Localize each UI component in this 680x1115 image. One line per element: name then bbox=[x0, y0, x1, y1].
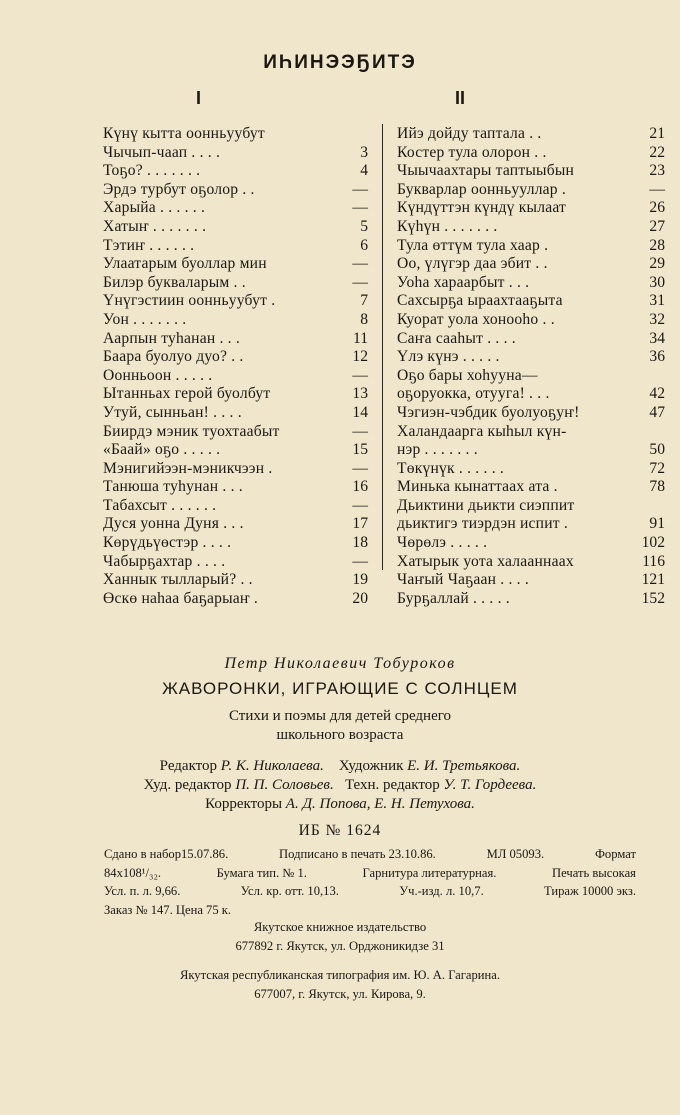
contents-entry bbox=[397, 330, 665, 349]
entry-title: Ханнык тылларый? . . bbox=[103, 571, 253, 589]
entry-page-number: 72 bbox=[649, 459, 665, 477]
entry-page-number: 17 bbox=[352, 515, 368, 533]
entry-title: Харыйа . . . . . . bbox=[103, 199, 206, 217]
production-item: Усл. кр. отт. 10,13. bbox=[240, 884, 339, 898]
contents-entry bbox=[103, 292, 368, 311]
entry-page-number: — bbox=[649, 180, 665, 198]
production-item: Усл. п. л. 9,66. bbox=[104, 884, 181, 898]
production-item: Уч.-изд. л. 10,7. bbox=[399, 884, 484, 898]
entry-title: Тула өттүм тула хаар . bbox=[397, 236, 549, 254]
publisher-name: Якутское книжное издательство bbox=[253, 920, 427, 934]
entry-title: Оҕо бары хоһууна— bbox=[397, 366, 538, 384]
contents-entry bbox=[103, 423, 368, 442]
contents-entry bbox=[103, 162, 368, 181]
production-item: МЛ 05093. bbox=[486, 847, 545, 861]
publisher-block bbox=[0, 918, 680, 1004]
production-details bbox=[104, 845, 636, 919]
entry-title: Костер тула олорон . . bbox=[397, 143, 547, 161]
entry-title: Танюша туһунан . . . bbox=[103, 478, 243, 496]
credit-label: Корректоры bbox=[205, 796, 283, 812]
contents-entry bbox=[103, 237, 368, 256]
entry-page-number: — bbox=[352, 366, 368, 384]
contents-entry bbox=[397, 441, 665, 460]
printer-address: 677007, г. Якутск, ул. Кирова, 9. bbox=[254, 987, 426, 1001]
entry-page-number bbox=[346, 125, 368, 144]
book-title: ЖАВОРОНКИ, ИГРАЮЩИЕ С СОЛНЦЕМ bbox=[162, 679, 518, 698]
entry-page-number: — bbox=[352, 552, 368, 570]
credits-line bbox=[0, 776, 680, 795]
entry-title: Халандаарга кыһыл күн- bbox=[397, 422, 567, 440]
entry-title: Биирдэ мэник туохтаабыт bbox=[103, 422, 280, 440]
entry-page-number: 31 bbox=[649, 292, 665, 310]
production-line bbox=[104, 864, 636, 883]
contents-entry bbox=[103, 330, 368, 349]
contents-entry bbox=[103, 385, 368, 404]
entry-page-number: 116 bbox=[642, 552, 665, 570]
production-line bbox=[104, 882, 636, 901]
contents-entry bbox=[397, 367, 665, 386]
entry-title: Оонньоон . . . . . bbox=[103, 366, 213, 384]
entry-title: Сахсырҕа ыраахтааҕыта bbox=[397, 292, 563, 310]
contents-entry bbox=[103, 460, 368, 479]
entry-page-number: 15 bbox=[352, 441, 368, 459]
ib-number: ИБ № 1624 bbox=[298, 822, 382, 839]
contents-entry bbox=[397, 311, 665, 330]
contents-heading: ИҺИНЭЭҔИТЭ bbox=[263, 52, 417, 73]
contents-entry bbox=[103, 441, 368, 460]
entry-page-number: 102 bbox=[641, 534, 665, 552]
entry-page-number: 16 bbox=[352, 478, 368, 496]
credit-label: Худ. редактор bbox=[143, 777, 232, 793]
entry-page-number: 5 bbox=[360, 217, 368, 235]
production-line: Заказ № 147. Цена 75 к. bbox=[104, 902, 232, 917]
contents-entry bbox=[103, 478, 368, 497]
contents-entry bbox=[103, 515, 368, 534]
entry-title: Табахсыт . . . . . . bbox=[103, 496, 217, 514]
entry-page-number: 13 bbox=[352, 385, 368, 403]
entry-title: Хатыҥ . . . . . . . bbox=[103, 217, 207, 235]
production-item: Подписано в печать 23.10.86. bbox=[279, 847, 436, 861]
entry-page-number: 121 bbox=[641, 571, 665, 589]
production-item: 84х108¹/₃₂. bbox=[104, 865, 161, 880]
subtitle-line: Стихи и поэмы для детей среднего bbox=[228, 708, 452, 724]
entry-page-number: — bbox=[352, 273, 368, 291]
entry-title: Үлэ күнэ . . . . . bbox=[397, 348, 500, 366]
entry-title: Үнүгэстиин оонньуубут . bbox=[103, 292, 276, 310]
entry-title: Аарпын туһанан . . . bbox=[103, 329, 240, 347]
entry-title: Куорат уола хонооһо . . bbox=[397, 310, 555, 328]
entry-page-number: 27 bbox=[649, 217, 665, 235]
entry-title: оҕоруокка, отууга! . . . bbox=[397, 385, 550, 403]
entry-title: Өскө наһаа баҕарыаҥ . bbox=[103, 589, 258, 607]
credit-name: П. П. Соловьев. bbox=[235, 777, 334, 793]
entry-page-number: — bbox=[352, 459, 368, 477]
credit-label: Редактор bbox=[159, 758, 218, 774]
entry-title: Төкүнүк . . . . . . bbox=[397, 459, 504, 477]
entry-title: Дьиктини дьикти сиэппит bbox=[397, 496, 575, 514]
contents-entry bbox=[103, 571, 368, 590]
entry-title: дьиктигэ тиэрдэн испит . bbox=[397, 515, 568, 533]
contents-column-1 bbox=[103, 125, 368, 608]
contents-column-2 bbox=[397, 125, 665, 608]
production-item: Формат bbox=[594, 847, 636, 861]
entry-title: Чаҥый Чаҕаан . . . . bbox=[397, 571, 529, 589]
contents-entry bbox=[397, 199, 665, 218]
contents-entry bbox=[397, 181, 665, 200]
contents-entry bbox=[397, 515, 665, 534]
section-numeral-1: I bbox=[196, 88, 202, 108]
book-subtitle bbox=[0, 707, 680, 745]
entry-page-number: 78 bbox=[649, 478, 665, 496]
contents-entry bbox=[103, 348, 368, 367]
contents-entry bbox=[397, 237, 665, 256]
contents-entry bbox=[103, 497, 368, 516]
contents-entry bbox=[397, 162, 665, 181]
entry-page-number: 4 bbox=[360, 162, 368, 180]
entry-title: Күһүн . . . . . . . bbox=[397, 217, 498, 235]
entry-page-number: 36 bbox=[649, 348, 665, 366]
entry-page-number: 12 bbox=[352, 348, 368, 366]
contents-entry bbox=[397, 144, 665, 163]
credits-line bbox=[0, 795, 680, 814]
entry-page-number bbox=[643, 423, 665, 442]
contents-entry bbox=[397, 423, 665, 442]
entry-title: Саҥа сааһыт . . . . bbox=[397, 329, 516, 347]
entry-page-number: 6 bbox=[360, 236, 368, 254]
contents-entry bbox=[103, 404, 368, 423]
entry-page-number: — bbox=[352, 199, 368, 217]
entry-page-number: 30 bbox=[649, 273, 665, 291]
entry-page-number: 91 bbox=[649, 515, 665, 533]
contents-entry bbox=[397, 255, 665, 274]
credits bbox=[0, 757, 680, 814]
entry-title: Эрдэ турбут оҕолор . . bbox=[103, 180, 255, 198]
entry-title: Чычып-чаап . . . . bbox=[103, 143, 221, 161]
entry-page-number: 29 bbox=[649, 255, 665, 273]
entry-title: Оо, үлүгэр даа эбит . . bbox=[397, 255, 548, 273]
contents-entry bbox=[397, 385, 665, 404]
entry-title: Чэгиэн-чэбдик буолуоҕуҥ! bbox=[397, 403, 580, 421]
entry-page-number: 152 bbox=[641, 589, 665, 607]
printer-name: Якутская республиканская типография им. Ю. А. Гагарина. bbox=[179, 968, 501, 982]
entry-title: Букварлар оонньууллар . bbox=[397, 180, 566, 198]
entry-title: Бурҕаллай . . . . . bbox=[397, 589, 510, 607]
entry-page-number: 34 bbox=[649, 329, 665, 347]
entry-page-number bbox=[643, 497, 665, 516]
entry-page-number: 23 bbox=[649, 162, 665, 180]
contents-entry bbox=[397, 292, 665, 311]
entry-page-number: 8 bbox=[360, 310, 368, 328]
contents-entry bbox=[103, 255, 368, 274]
entry-page-number: 22 bbox=[649, 143, 665, 161]
entry-page-number: — bbox=[352, 496, 368, 514]
entry-title: Дуся уонна Дуня . . . bbox=[103, 515, 244, 533]
contents-entry bbox=[397, 590, 665, 609]
entry-title: Ытанньах герой буолбут bbox=[103, 385, 271, 403]
entry-page-number bbox=[643, 367, 665, 386]
entry-title: Ийэ дойду таптала . . bbox=[397, 125, 542, 142]
entry-title: Мэнигийээн-мэникчээн . bbox=[103, 459, 273, 477]
entry-title: Чыычаахтары таптыыбын bbox=[397, 162, 575, 180]
entry-title: Утуй, сынньан! . . . . bbox=[103, 403, 242, 421]
contents-entry bbox=[397, 460, 665, 479]
entry-page-number: 20 bbox=[352, 589, 368, 607]
entry-page-number: 3 bbox=[360, 143, 368, 161]
entry-page-number: — bbox=[352, 255, 368, 273]
contents-entry bbox=[103, 367, 368, 386]
credit-label: Художник bbox=[338, 758, 404, 774]
entry-title: Көрүдьүөстэр . . . . bbox=[103, 534, 232, 552]
production-item: Сдано в набор15.07.86. bbox=[104, 847, 229, 861]
contents-entry bbox=[103, 218, 368, 237]
contents-entry bbox=[397, 218, 665, 237]
credit-name: У. Т. Гордеева. bbox=[443, 777, 537, 793]
credit-name: А. Д. Попова, Е. Н. Петухова. bbox=[285, 796, 475, 812]
contents-entry bbox=[103, 311, 368, 330]
entry-page-number: 11 bbox=[352, 329, 368, 347]
entry-page-number: 21 bbox=[649, 125, 665, 142]
production-line bbox=[104, 845, 636, 864]
contents-entry bbox=[397, 125, 665, 144]
credit-label: Техн. редактор bbox=[344, 777, 440, 793]
entry-title: Тэтиҥ . . . . . . bbox=[103, 236, 195, 254]
section-numeral-2: II bbox=[455, 88, 466, 108]
contents-entry bbox=[103, 590, 368, 609]
entry-title: нэр . . . . . . . bbox=[397, 441, 478, 459]
production-item: Бумага тип. № 1. bbox=[216, 865, 307, 880]
entry-title: Уоһа хараарбыт . . . bbox=[397, 273, 530, 291]
entry-title: Хатырык уота халааннаах bbox=[397, 552, 574, 570]
entry-page-number: 26 bbox=[649, 199, 665, 217]
contents-entry bbox=[103, 534, 368, 553]
entry-title: Минька кынаттаах ата . bbox=[397, 478, 558, 496]
contents-entry bbox=[103, 144, 368, 163]
entry-page-number: — bbox=[352, 180, 368, 198]
contents-entry bbox=[397, 497, 665, 516]
contents-entry bbox=[397, 571, 665, 590]
entry-page-number: 47 bbox=[649, 403, 665, 421]
entry-page-number: 19 bbox=[352, 571, 368, 589]
contents-entry bbox=[103, 181, 368, 200]
entry-title: «Баай» оҕо . . . . . bbox=[103, 441, 221, 459]
entry-title: Күнү кытта оонньуубут bbox=[103, 125, 265, 142]
production-item: Тираж 10000 экз. bbox=[544, 884, 636, 898]
entry-title: Уон . . . . . . . bbox=[103, 310, 187, 328]
contents-entry bbox=[103, 553, 368, 572]
imprint-block bbox=[0, 655, 680, 840]
entry-title: Чөрөлэ . . . . . bbox=[397, 534, 488, 552]
entry-title: Күндүттэн күндү кылаат bbox=[397, 199, 567, 217]
contents-entry bbox=[397, 553, 665, 572]
publisher-address: 677892 г. Якутск, ул. Орджоникидзе 31 bbox=[235, 939, 445, 953]
entry-title: Баара буолуо дуо? . . bbox=[103, 348, 244, 366]
contents-entry bbox=[397, 404, 665, 423]
entry-page-number: 42 bbox=[649, 385, 665, 403]
entry-title: Чабырҕахтар . . . . bbox=[103, 552, 226, 570]
contents-entry bbox=[103, 125, 368, 144]
contents-entry bbox=[397, 274, 665, 293]
production-item: Гарнитура литературная. bbox=[362, 865, 497, 880]
entry-page-number: 28 bbox=[649, 236, 665, 254]
entry-title: Тоҕо? . . . . . . . bbox=[103, 162, 201, 180]
entry-page-number: — bbox=[352, 422, 368, 440]
contents-entry bbox=[397, 478, 665, 497]
contents-entry bbox=[103, 199, 368, 218]
credit-name: Р. К. Николаева. bbox=[220, 758, 324, 774]
credit-name: Е. И. Третьякова. bbox=[407, 758, 521, 774]
contents-entry bbox=[103, 274, 368, 293]
entry-page-number: 32 bbox=[649, 310, 665, 328]
entry-title: Улаатарым буоллар мин bbox=[103, 255, 267, 273]
column-divider bbox=[382, 124, 383, 570]
subtitle-line: школьного возраста bbox=[276, 727, 404, 743]
entry-page-number: 14 bbox=[352, 403, 368, 421]
credits-line bbox=[0, 757, 680, 776]
contents-entry bbox=[397, 348, 665, 367]
production-item: Печать высокая bbox=[552, 865, 636, 880]
entry-page-number: 7 bbox=[360, 292, 368, 310]
entry-page-number: 50 bbox=[649, 441, 665, 459]
entry-page-number: 18 bbox=[352, 534, 368, 552]
author-name: Петр Николаевич Тобуроков bbox=[224, 655, 456, 672]
contents-entry bbox=[397, 534, 665, 553]
entry-title: Билэр букваларым . . bbox=[103, 273, 246, 291]
